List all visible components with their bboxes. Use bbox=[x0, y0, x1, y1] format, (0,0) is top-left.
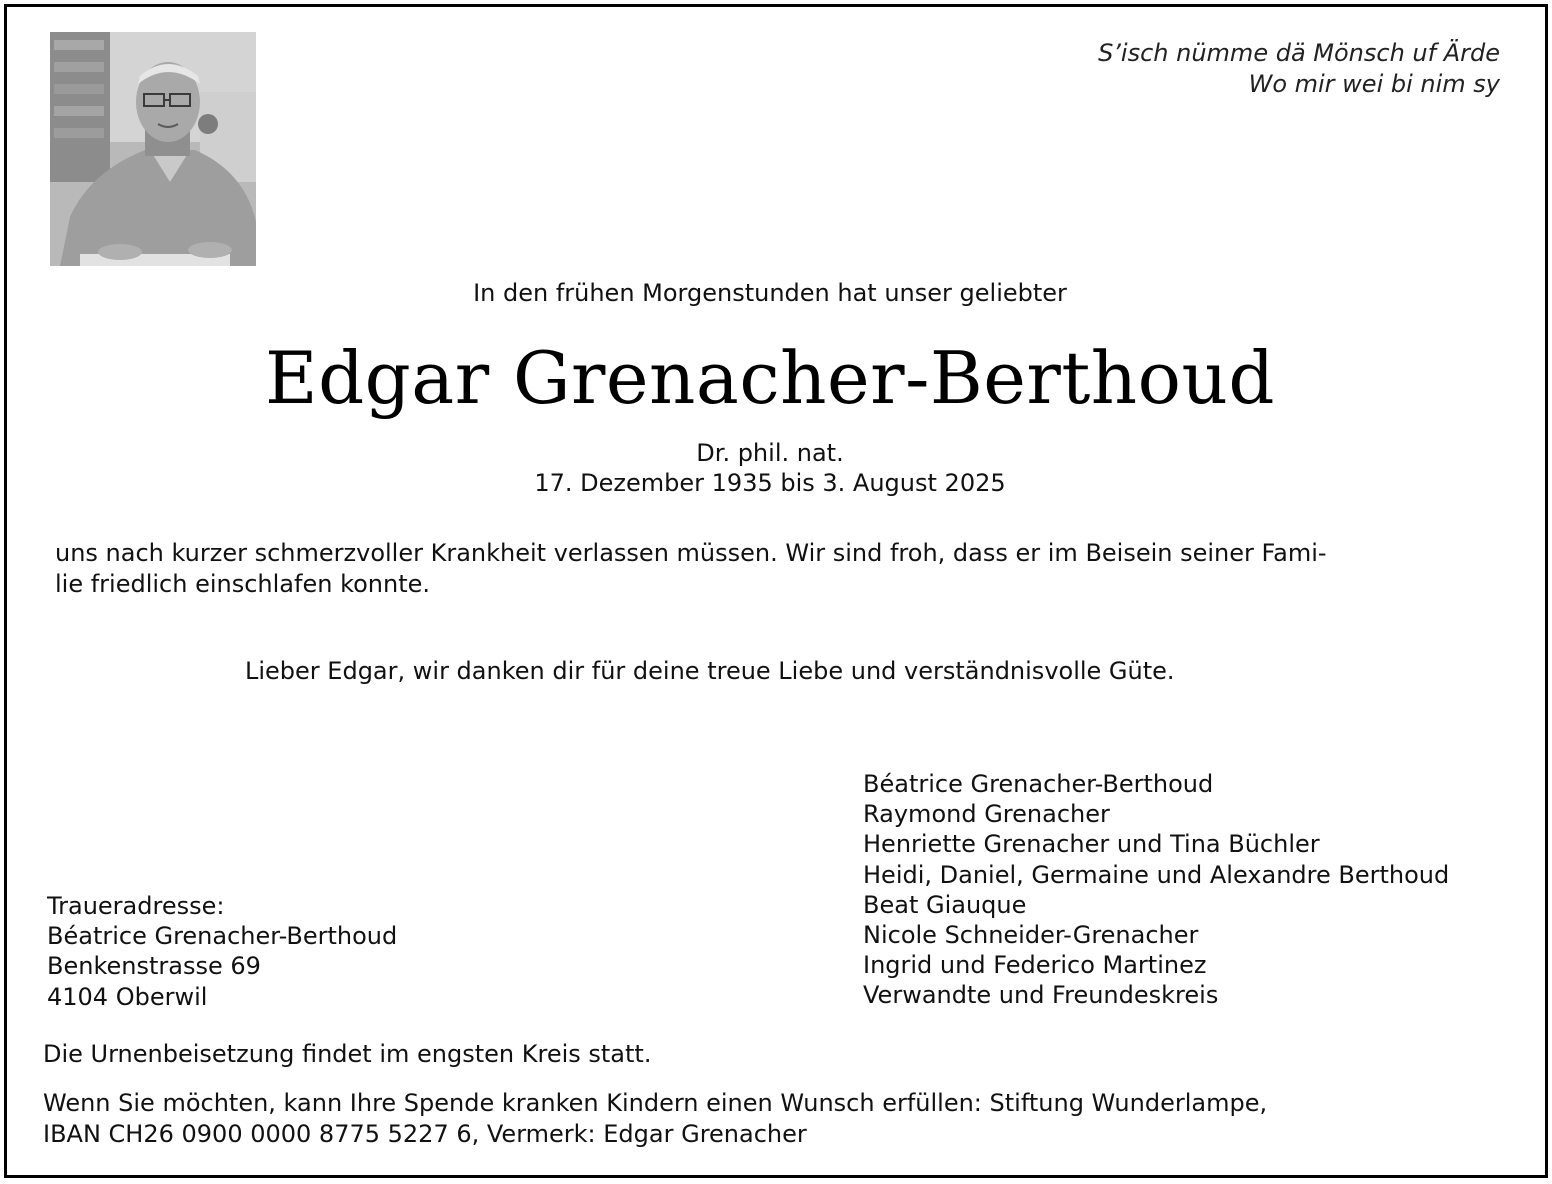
mourner-entry: Verwandte und Freundeskreis bbox=[863, 981, 1219, 1010]
mourner-entry: Beat Giauque bbox=[863, 890, 1027, 919]
donation-line: IBAN CH26 0900 0000 8775 5227 6, Vermerk: Edgar Grenacher bbox=[43, 1120, 807, 1148]
mourner-entry: Heidi, Daniel, Germaine und Alexandre Berthoud bbox=[863, 860, 1450, 889]
address-city: 4104 Oberwil bbox=[47, 982, 208, 1011]
portrait-photo bbox=[50, 32, 256, 266]
deceased-name: Edgar Grenacher-Berthoud bbox=[265, 336, 1275, 420]
mourning-address bbox=[47, 891, 397, 1012]
body-paragraph bbox=[55, 538, 1327, 600]
mourner-entry: Nicole Schneider-Grenacher bbox=[863, 921, 1199, 950]
thanks-text: Lieber Edgar, wir danken dir für deine treue Liebe und verständnisvolle Güte. bbox=[245, 657, 1175, 685]
motto-line: Wo mir wei bi nim sy bbox=[1248, 70, 1500, 98]
intro-text: In den frühen Morgenstunden hat unser geliebter bbox=[473, 279, 1067, 307]
motto-line: S’isch nümme dä Mönsch uf Ärde bbox=[1098, 39, 1500, 67]
academic-title: Dr. phil. nat. bbox=[696, 439, 844, 467]
motto bbox=[1098, 38, 1500, 100]
address-street: Benkenstrasse 69 bbox=[47, 952, 261, 981]
mourner-entry: Henriette Grenacher und Tina Büchler bbox=[863, 830, 1320, 859]
address-name: Béatrice Grenacher-Berthoud bbox=[47, 922, 398, 951]
burial-notice: Die Urnenbeisetzung findet im engsten Kreis statt. bbox=[43, 1040, 652, 1068]
donation-notice bbox=[43, 1088, 1267, 1150]
body-line: lie friedlich einschlafen konnte. bbox=[55, 570, 431, 598]
body-line: uns nach kurzer schmerzvoller Krankheit verlassen müssen. Wir sind froh, dass er im Beisein seiner Fami- bbox=[55, 539, 1327, 567]
mourner-entry: Béatrice Grenacher-Berthoud bbox=[863, 770, 1214, 798]
mourner-entry: Raymond Grenacher bbox=[863, 800, 1110, 829]
mourners-list bbox=[863, 769, 1449, 1011]
address-label: Traueradresse: bbox=[47, 892, 225, 920]
life-dates: 17. Dezember 1935 bis 3. August 2025 bbox=[534, 469, 1006, 497]
mourner-entry: Ingrid und Federico Martinez bbox=[863, 951, 1207, 980]
donation-line: Wenn Sie möchten, kann Ihre Spende kranken Kindern einen Wunsch erfüllen: Stiftung Wunderlampe, bbox=[43, 1089, 1268, 1117]
